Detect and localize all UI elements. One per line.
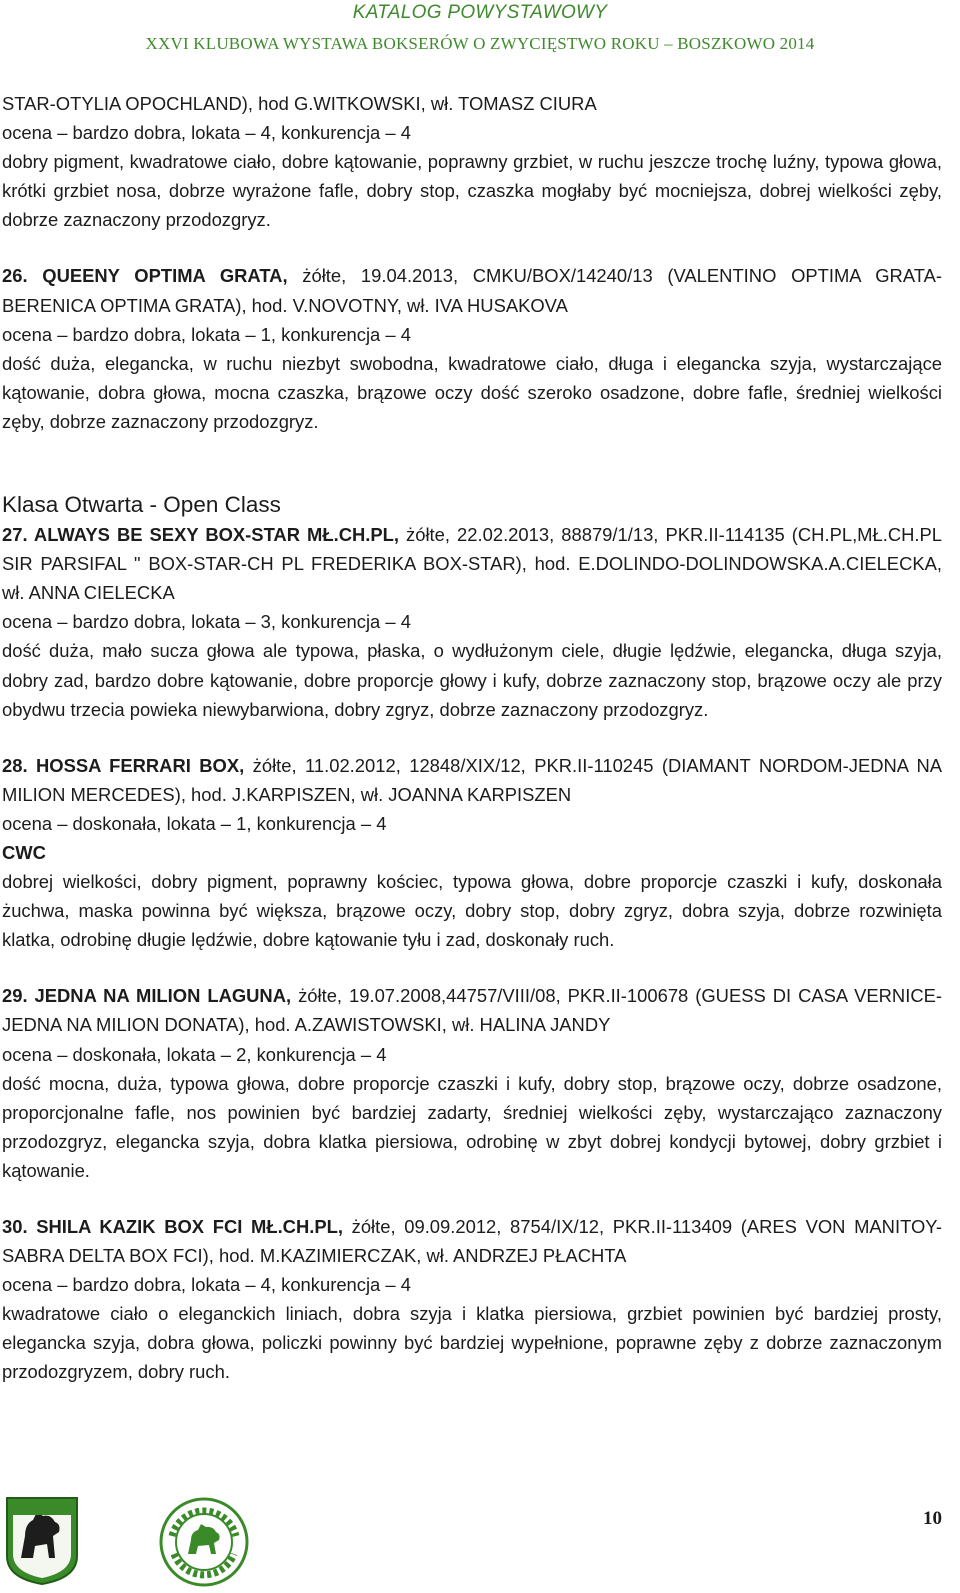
entry-head bbox=[2, 520, 942, 607]
entry-rating: ocena – bardzo dobra, lokata – 3, konkurencja – 4 bbox=[2, 611, 411, 633]
entry-head bbox=[2, 1212, 942, 1270]
entry-description: dobrej wielkości, dobry pigment, poprawny kościec, typowa głowa, dobre proporcje czaszki i kufy, doskonała żuchwa, maska powinna być większa, brązowe oczy, dobry stop, dobry zgryz, dobra szyja, dobrze rozwinięta klatka, odrobinę długie lędźwie, dobre kątowanie tyłu i zad, doskonały ruch. bbox=[2, 871, 942, 951]
award-badge: CWC bbox=[2, 841, 46, 863]
entry-30 bbox=[2, 1212, 942, 1387]
entry-head bbox=[2, 89, 942, 118]
spacer bbox=[2, 234, 942, 261]
spacer bbox=[2, 954, 942, 981]
entry-29 bbox=[2, 981, 942, 1185]
entry-rating: ocena – bardzo dobra, lokata – 4, konkurencja – 4 bbox=[2, 122, 411, 144]
entry-27 bbox=[2, 520, 942, 724]
entry-head-text: żółte, 22.02.2013, 88879/1/13, PKR.II-114135 (CH.PL,MŁ.CH.PL SIR PARSIFAL " BOX-STAR-CH PL FREDERIKA BOX-STAR), hod. E.DOLINDO-DOLINDOWSKA.A.CIELECKA, wł. ANNA CIELECKA bbox=[2, 524, 942, 604]
entry-head-text: żółte, 19.04.2013, CMKU/BOX/14240/13 (VALENTINO OPTIMA GRATA-BERENICA OPTIMA GRATA), hod. V.NOVOTNY, wł. IVA HUSAKOVA bbox=[2, 265, 942, 316]
entry-rating: ocena – doskonała, lokata – 1, konkurencja – 4 bbox=[2, 812, 387, 834]
entry-continued bbox=[2, 89, 942, 234]
entry-head bbox=[2, 981, 942, 1039]
catalog-content bbox=[2, 89, 942, 1387]
dog-name: 28. HOSSA FERRARI BOX, bbox=[2, 754, 245, 776]
entry-head-text: żółte, 11.02.2012, 12848/XIX/12, PKR.II-110245 (DIAMANT NORDOM-JEDNA NA MILION MERCEDES), hod. J.KARPISZEN, wł. JOANNA KARPISZEN bbox=[2, 754, 942, 805]
dog-name: 30. SHILA KAZIK BOX FCI MŁ.CH.PL, bbox=[2, 1216, 343, 1237]
spacer bbox=[2, 1185, 942, 1212]
section-title: Klasa Otwarta - Open Class bbox=[2, 492, 281, 518]
entry-28 bbox=[2, 751, 942, 955]
entry-description: kwadratowe ciało o eleganckich liniach, dobra szyja i klatka piersiowa, grzbiet powinien być bardziej prosty, elegancka szyja, dobra głowa, policzki powinny być bardziej wypełnione, poprawne zęby z dobrze zaznaczonym przodozgryzem, dobry ruch. bbox=[2, 1303, 942, 1383]
entry-description: dość duża, elegancka, w ruchu niezbyt swobodna, kwadratowe ciało, długa i elegancka szyja, wystarczające kątowanie, dobra głowa, mocna czaszka, brązowe oczy dość szeroko osadzone, dobre fafle, średniej wielkości zęby, dobrze zaznaczony przodozgryz. bbox=[2, 352, 942, 432]
entry-head-text: STAR-OTYLIA OPOCHLAND), hod G.WITKOWSKI, wł. TOMASZ CIURA bbox=[2, 93, 597, 114]
entry-award bbox=[2, 838, 942, 867]
entry-rating: ocena – bardzo dobra, lokata – 1, konkurencja – 4 bbox=[2, 323, 411, 345]
entry-head bbox=[2, 751, 942, 809]
zkwp-logo bbox=[158, 1496, 250, 1588]
klub-boksera-logo bbox=[3, 1494, 81, 1586]
entry-description: dość mocna, duża, typowa głowa, dobre proporcje czaszki i kufy, dobry stop, brązowe oczy, dobrze osadzone, proporcjonalne fafle, nos powinien być bardziej zadarty, średniej wielkości zęby, wystarczająco zaznaczony przodozgryz, elegancka szyja, dobra klatka piersiowa, odrobinę w zbyt dobrej kondycji bytowej, dobry grzbiet i kątowanie. bbox=[2, 1072, 942, 1181]
spacer bbox=[2, 724, 942, 751]
entry-rating: ocena – doskonała, lokata – 2, konkurencja – 4 bbox=[2, 1043, 387, 1065]
event-title: XXVI KLUBOWA WYSTAWA BOKSERÓW O ZWYCIĘSTWO ROKU – BOSZKOWO 2014 bbox=[145, 34, 815, 53]
entry-rating: ocena – bardzo dobra, lokata – 4, konkurencja – 4 bbox=[2, 1274, 411, 1296]
dog-name: 27. ALWAYS BE SEXY BOX-STAR MŁ.CH.PL, bbox=[2, 524, 399, 546]
spacer bbox=[2, 436, 942, 490]
entry-description: dobry pigment, kwadratowe ciało, dobre kątowanie, poprawny grzbiet, w ruchu jeszcze trochę luźny, typowa głowa, krótki grzbiet nosa, dobrze wyrażone fafle, dobry stop, czaszka mogłaby być mocniejsza, dobrej wielkości zęby, dobrze zaznaczony przodozgryz. bbox=[2, 151, 942, 231]
page-number: 10 bbox=[923, 1508, 942, 1529]
entry-head bbox=[2, 261, 942, 319]
dog-name: 26. QUEENY OPTIMA GRATA, bbox=[2, 265, 288, 287]
entry-description: dość duża, mało sucza głowa ale typowa, płaska, o wydłużonym ciele, długie lędźwie, elegancka, długa szyja, dobry zad, bardzo dobre kątowanie, dobre proporcje głowy i kufy, dobrze zaznaczony stop, brązowe oczy ale przy obydwu trzecia powieka niewybarwiona, dobry zgryz, dobrze zaznaczony przodozgryz. bbox=[2, 640, 942, 720]
dog-name: 29. JEDNA NA MILION LAGUNA, bbox=[2, 985, 292, 1007]
entry-head-text: żółte, 09.09.2012, 8754/IX/12, PKR.II-113409 (ARES VON MANITOY-SABRA DELTA BOX FCI), hod. M.KAZIMIERCZAK, wł. ANDRZEJ PŁACHTA bbox=[2, 1216, 942, 1267]
catalog-title: KATALOG POWYSTAWOWY bbox=[352, 2, 608, 23]
entry-head-text: żółte, 19.07.2008,44757/VIII/08, PKR.II-100678 (GUESS DI CASA VERNICE-JEDNA NA MILION DONATA), hod. A.ZAWISTOWSKI, wł. HALINA JANDY bbox=[2, 985, 942, 1036]
entry-26 bbox=[2, 261, 942, 436]
